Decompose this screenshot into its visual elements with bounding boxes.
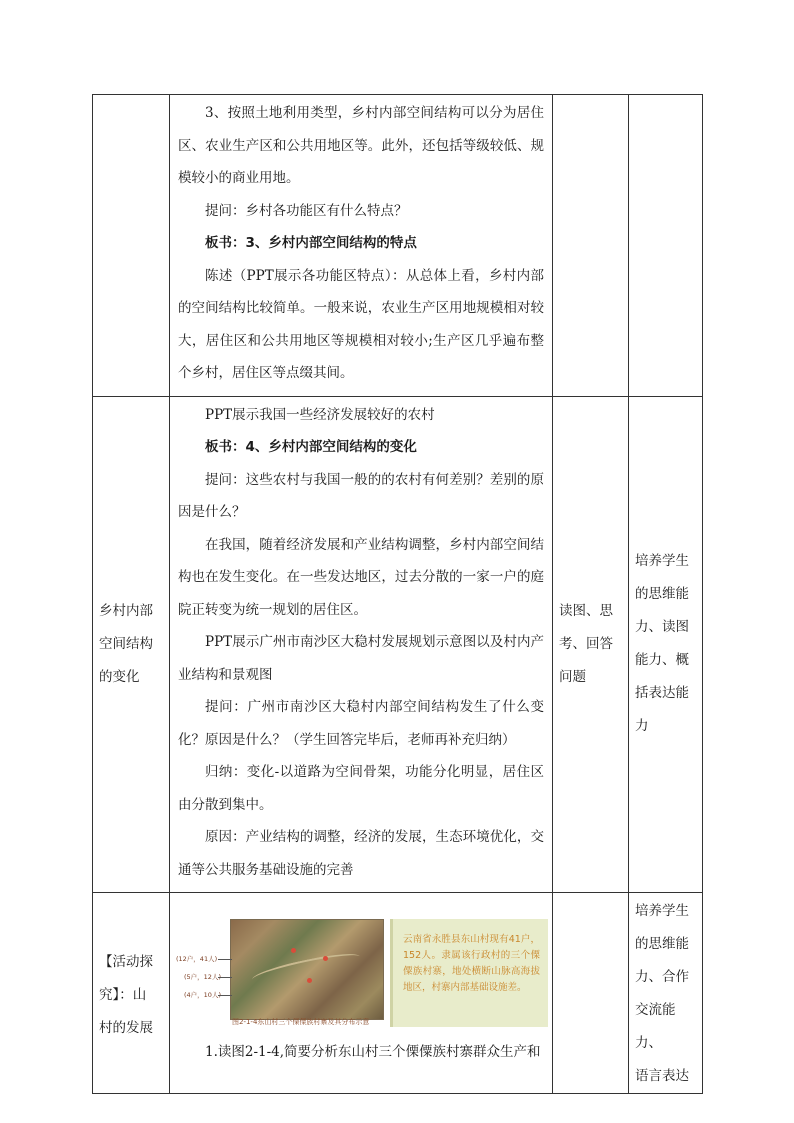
topic-line: 村的发展 [99, 1019, 153, 1036]
summary-text: 归纳：变化-以道路为空间骨架，功能分化明显，居住区由分散到集中。 [178, 764, 544, 813]
lesson-plan-table [92, 94, 703, 1094]
paragraph: 3、按照土地利用类型，乡村内部空间结构可以分为居住区、农业生产区和公共用地区等。此外，还包括等级较低、规模较小的商业用地。 [178, 105, 544, 186]
goal-line: 力 [635, 718, 649, 735]
goal-line: 能力、概 [635, 652, 689, 669]
topic-cell [93, 95, 170, 397]
satellite-map-image [230, 919, 384, 1020]
goal-cell [629, 396, 703, 893]
village-map-figure [176, 915, 551, 1030]
map-label: (12户，41人) [176, 955, 218, 964]
content-cell [170, 95, 553, 397]
goal-line: 的思维能 [635, 936, 689, 952]
paragraph: PPT展示广州市南沙区大稳村发展规划示意图以及村内产业结构和景观图 [178, 634, 544, 683]
goal-line: 括表达能 [635, 685, 689, 702]
topic-line: 究】：山 [99, 986, 147, 1003]
paragraph: PPT展示我国一些经济发展较好的农村 [205, 406, 435, 423]
content-cell [170, 893, 553, 1094]
topic-line: 的变化 [99, 668, 140, 685]
goal-line: 的思维能 [635, 586, 689, 603]
info-box: 云南省永胜县东山村现有41户，152人。隶属该行政村的三个傈僳族村寨，地处横断山脉高海拔地区，村寨内部基础设施差。 [390, 919, 548, 1027]
question-text: 提问：乡村各功能区有什么特点？ [205, 202, 408, 219]
board-heading: 板书：3、乡村内部空间结构的特点 [205, 235, 417, 251]
paragraph: 陈述（PPT展示各功能区特点）：从总体上看，乡村内部的空间结构比较简单。一般来说，农业生产区用地规模相对较大，居住区和公共用地区等规模相对较小;生产区几乎遍布整个乡村，居住区等点缀其间。 [178, 267, 544, 381]
question-text: 提问：广州市南沙区大稳村内部空间结构发生了什么变化？原因是什么？（学生回答完毕后，老师再补充归纳） [178, 699, 544, 748]
topic-cell [93, 396, 170, 893]
reason-text: 原因：产业结构的调整，经济的发展，生态环境优化，交通等公共服务基础设施的完善 [178, 829, 544, 878]
table-row [93, 396, 703, 893]
activity-cell [553, 95, 629, 397]
goal-line: 语言表达 [635, 1068, 689, 1084]
paragraph: 在我国，随着经济发展和产业结构调整，乡村内部空间结构也在发生变化。在一些发达地区，过去分散的一家一户的庭院正转变为统一规划的居住区。 [178, 536, 544, 618]
goal-line: 力、合作 [635, 969, 689, 985]
board-heading: 板书：4、乡村内部空间结构的变化 [205, 439, 417, 455]
goal-line: 培养学生 [635, 903, 689, 919]
figure-caption: 图2-1-4东山村三个傈僳族村寨及其分布示意 [232, 1018, 370, 1027]
question-text: 提问：这些农村与我国一般的的农村有何差别？差别的原因是什么？ [178, 471, 544, 520]
topic-line: 空间结构 [99, 635, 153, 652]
question-text: 1.读图2-1-4,简要分析东山村三个傈僳族村寨群众生产和 [205, 1044, 541, 1061]
goal-line: 交流能力、 [635, 1002, 676, 1051]
content-cell [170, 396, 553, 893]
map-label: (5户，12人) [184, 973, 221, 982]
table-row [93, 893, 703, 1094]
activity-cell [553, 893, 629, 1094]
goal-cell [629, 95, 703, 397]
goal-line: 力、读图 [635, 619, 689, 636]
goal-line: 培养学生 [635, 553, 689, 570]
topic-cell [93, 893, 170, 1094]
goal-cell [629, 893, 703, 1094]
topic-line: 【活动探 [99, 953, 153, 970]
map-label: (4户，10人) [184, 991, 221, 1000]
topic-line: 乡村内部 [99, 602, 153, 619]
activity-line: 问题 [559, 668, 586, 685]
table-row [93, 95, 703, 397]
activity-line: 读图、思 [559, 602, 613, 619]
activity-cell [553, 396, 629, 893]
activity-line: 考、回答 [559, 635, 613, 652]
